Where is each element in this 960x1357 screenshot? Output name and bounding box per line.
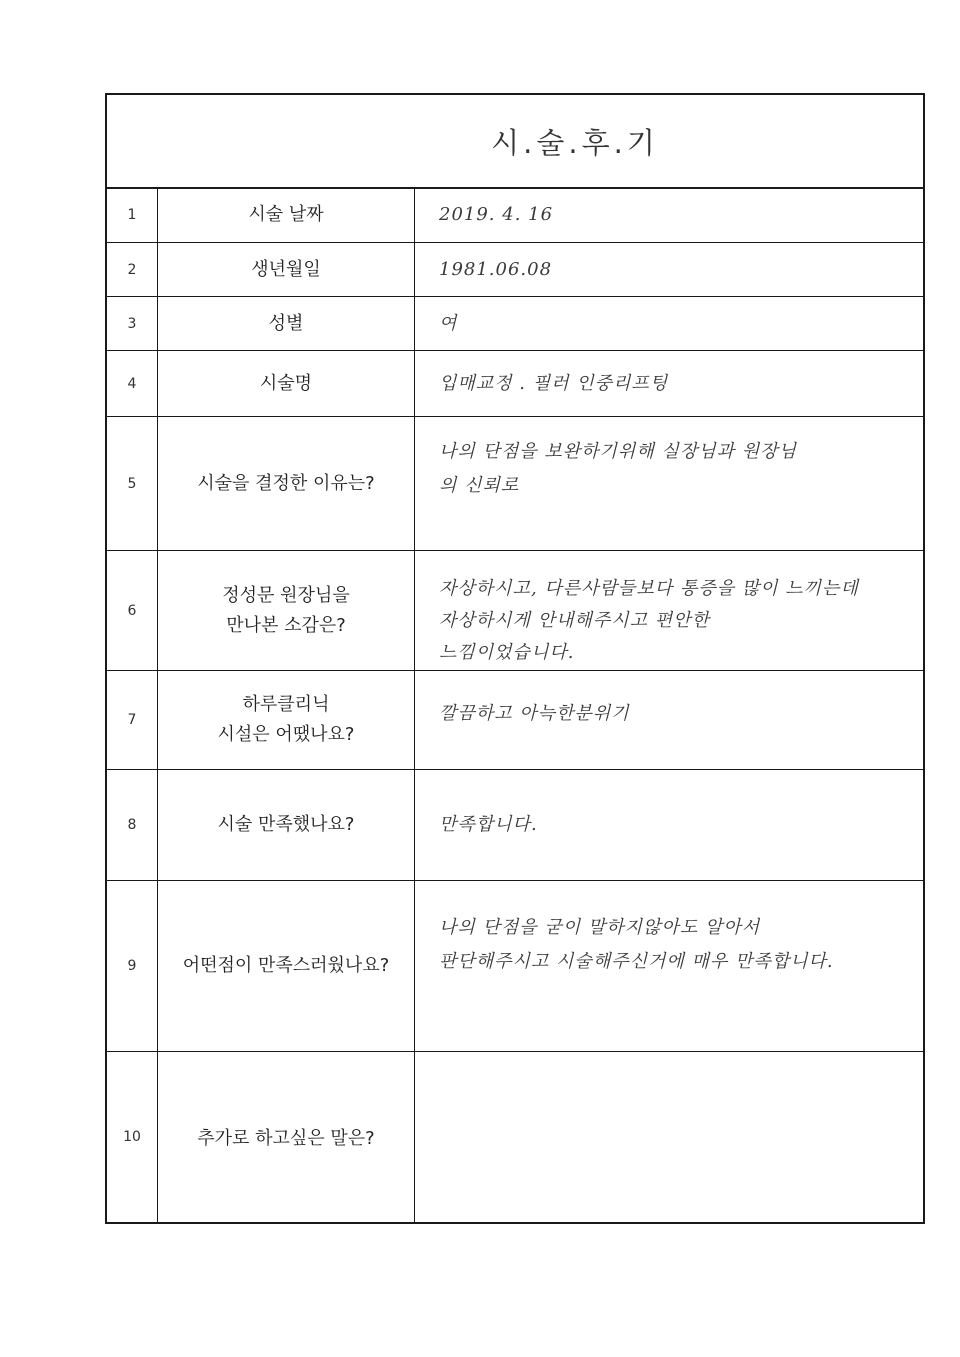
- answer-line: 1981.06.08: [439, 258, 553, 280]
- answer-handwritten: [415, 243, 923, 296]
- form-row-6: [107, 551, 923, 671]
- question-label: [158, 881, 415, 1051]
- row-number: 1: [107, 187, 158, 242]
- question-line: 하루클리닉: [242, 694, 330, 715]
- answer-handwritten: [415, 297, 923, 350]
- row-number: 5: [107, 417, 158, 550]
- answer-line: 의 신뢰로: [439, 475, 520, 496]
- question-label: [158, 671, 415, 769]
- question-label: [158, 187, 415, 242]
- row-number: 8: [107, 770, 158, 880]
- review-form: [105, 93, 925, 1224]
- row-number: 3: [107, 297, 158, 350]
- row-number: 9: [107, 881, 158, 1051]
- answer-line: 판단해주시고 시술해주신거에 매우 만족합니다.: [439, 951, 834, 972]
- answer-line: 느낌이었습니다.: [439, 642, 575, 663]
- form-row-8: [107, 770, 923, 881]
- question-line: 성별: [268, 312, 304, 334]
- answer-line: 입매교정 . 필러 인중리프팅: [439, 372, 669, 394]
- form-row-9: [107, 881, 923, 1052]
- question-line: 시술 날짜: [248, 203, 324, 225]
- answer-line: 자상하시고, 다른사람들보다 통증을 많이 느끼는데: [439, 578, 859, 599]
- row-number: 10: [107, 1052, 158, 1222]
- question-line: 만나본 소감은?: [226, 614, 346, 636]
- form-row-3: [107, 297, 923, 351]
- row-number: 6: [107, 551, 158, 670]
- answer-handwritten: [415, 187, 923, 242]
- question-line: 시술 만족했나요?: [217, 814, 355, 835]
- question-label: [158, 770, 415, 880]
- answer-line: 만족합니다.: [439, 814, 538, 835]
- form-row-4: [107, 351, 923, 417]
- form-row-7: [107, 671, 923, 770]
- answer-handwritten: [415, 351, 923, 416]
- answer-line: 깔끔하고 아늑한분위기: [439, 703, 630, 724]
- question-label: [158, 1052, 415, 1222]
- answer-empty: [415, 1052, 923, 1222]
- answer-handwritten: [415, 417, 923, 550]
- form-title: 시.술.후.기: [491, 125, 659, 160]
- form-title-row: [107, 95, 923, 189]
- question-label: [158, 417, 415, 550]
- answer-line: 자상하시게 안내해주시고 편안한: [439, 610, 710, 631]
- question-label: [158, 243, 415, 296]
- question-label: [158, 551, 415, 670]
- form-row-1: [107, 187, 923, 243]
- question-label: [158, 297, 415, 350]
- answer-handwritten: [415, 671, 923, 769]
- answer-handwritten: [415, 770, 923, 880]
- row-number: 4: [107, 351, 158, 416]
- question-line: 시술을 결정한 이유는?: [197, 472, 375, 494]
- question-line: 추가로 하고싶은 말은?: [197, 1128, 375, 1149]
- question-line: 어떤점이 만족스러웠나요?: [182, 955, 390, 976]
- row-number: 7: [107, 671, 158, 769]
- form-row-2: [107, 243, 923, 297]
- question-line: 생년월일: [251, 258, 321, 280]
- row-number: 2: [107, 243, 158, 296]
- answer-line: 여: [439, 312, 458, 334]
- answer-line: 나의 단점을 보완하기위해 실장님과 원장님: [439, 441, 797, 462]
- question-line: 시술명: [259, 372, 313, 394]
- question-label: [158, 351, 415, 416]
- form-row-5: [107, 417, 923, 551]
- answer-handwritten: [415, 881, 923, 1051]
- answer-line: 2019. 4. 16: [439, 203, 554, 225]
- form-row-10: [107, 1052, 923, 1222]
- answer-line: 나의 단점을 굳이 말하지않아도 알아서: [439, 917, 761, 938]
- question-line: 정성문 원장님을: [222, 584, 350, 606]
- question-line: 시설은 어땠나요?: [217, 724, 355, 745]
- answer-handwritten: [415, 551, 923, 670]
